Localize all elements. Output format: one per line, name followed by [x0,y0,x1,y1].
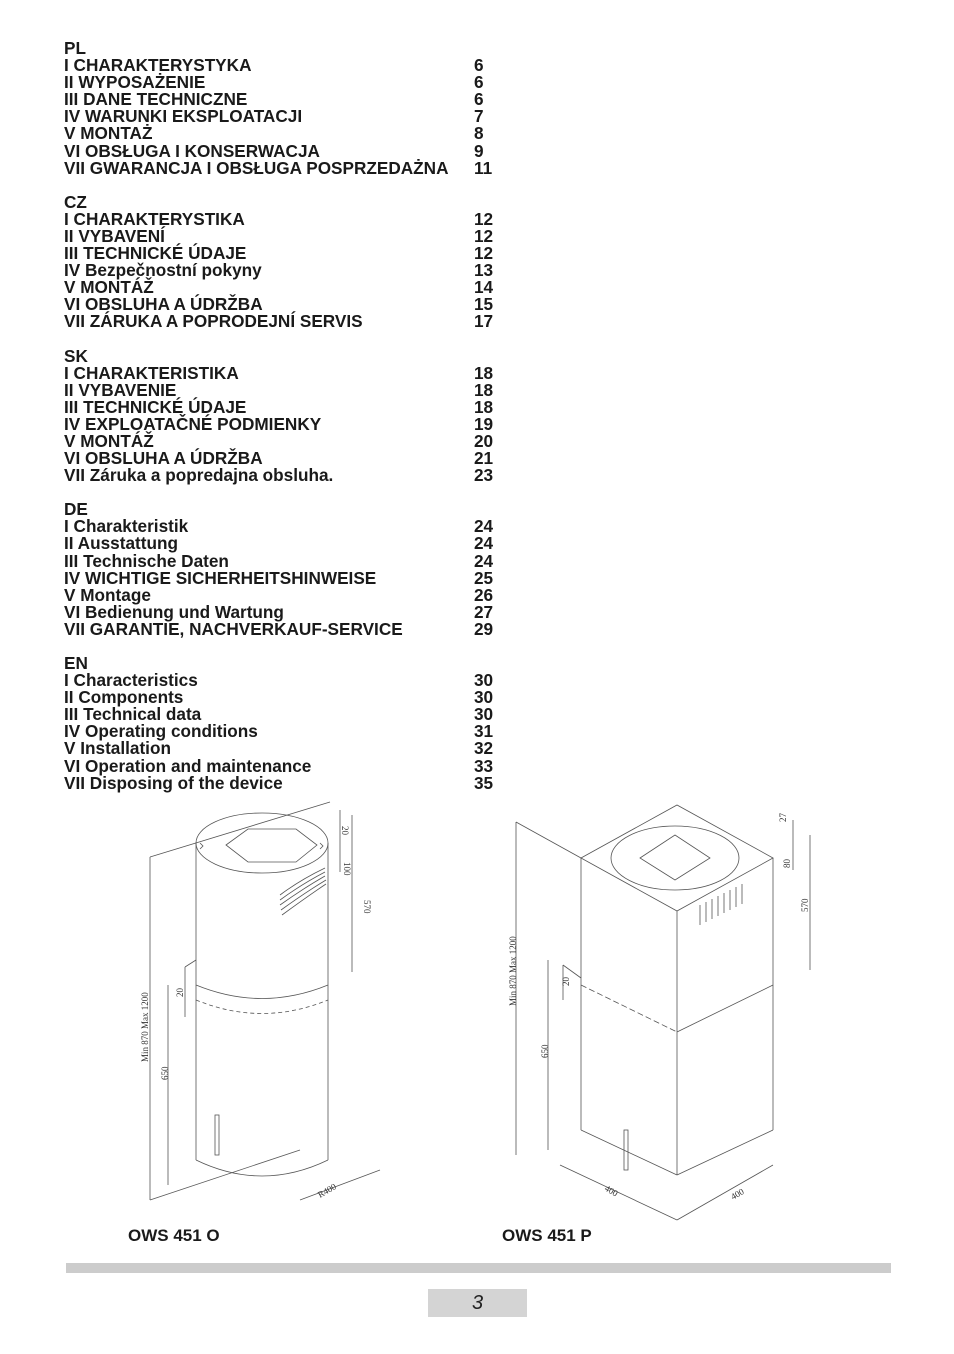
language-code: CZ [64,191,87,212]
toc-entry-title: I CHARAKTERYSTYKA [64,55,252,76]
toc-entry-title: III Technische Daten [64,550,229,571]
dim-570-right: 570 [800,898,810,912]
toc-entry-page: 30 [474,670,494,691]
toc-entry-title: VII ZÁRUKA A POPRODEJNÍ SERVIS [64,311,363,332]
dim-570-left: 570 [362,900,372,914]
toc-entry-title: II Components [64,687,184,708]
toc-entry-page: 12 [474,208,494,229]
dim-20-right: 20 [561,977,571,986]
toc-entry-title: IV Bezpečnostní pokyny [64,260,262,281]
toc-entry-page: 24 [474,550,494,571]
toc-entry-title: V MONTAŻ [64,123,153,144]
dim-r400: R400 [316,1181,338,1200]
toc-entry-title: V MONTÁŽ [64,277,154,298]
dim-100-left: 100 [342,862,352,876]
toc-entry-page: 6 [474,72,484,93]
toc-entry-page: 15 [474,294,494,315]
toc-entry-title: I CHARAKTERISTIKA [64,362,239,383]
language-code: EN [64,653,88,673]
toc-entry-page: 25 [474,567,494,588]
language-code: PL [64,38,86,58]
dim-27-right: 27 [778,813,788,822]
toc-entry-page: 20 [474,430,494,451]
toc-entry-title: VI Operation and maintenance [64,755,312,776]
toc-entry-page: 7 [474,106,484,127]
toc-entry-title: IV Operating conditions [64,721,258,742]
toc-entry-title: V Installation [64,738,171,759]
dim-400-left-side: 400 [603,1183,620,1199]
toc-entry-page: 12 [474,225,494,246]
toc-entry-page: 23 [474,465,494,486]
dim-80-right: 80 [782,859,792,868]
toc-entry-page: 12 [474,243,494,264]
toc-entry-title: II Ausstattung [64,533,178,554]
toc-entry-page: 33 [474,755,494,776]
toc-entry-page: 17 [474,311,494,332]
language-code: DE [64,499,88,520]
toc-entry-page: 11 [474,157,493,178]
model-label-ows-451-o: OWS 451 O [128,1226,220,1245]
language-code: SK [64,345,88,366]
toc-entry-page: 21 [474,448,494,469]
toc-entry-title: VII GWARANCJA I OBSŁUGA POSPRZEDAŻNA [64,157,449,178]
toc-entry-title: I Charakteristik [64,516,189,537]
toc-entry-title: I Characteristics [64,670,198,691]
dim-400-right-side: 400 [729,1186,746,1202]
toc-entry-page: 35 [474,772,494,793]
dim-height-right: Min 870 Max 1200 [508,936,518,1006]
toc-entry-title: II VYBAVENIE [64,379,177,400]
dim-650-right: 650 [540,1044,550,1058]
toc-entry-page: 18 [474,362,494,383]
toc-entry-title: III TECHNICKÉ ÚDAJE [64,396,247,417]
toc-entry-title: II VYBAVENÍ [64,225,165,246]
toc-entry-page: 32 [474,738,494,759]
toc-entry-page: 31 [474,721,494,742]
toc-entry-page: 18 [474,396,494,417]
toc-entry-page: 9 [474,140,484,161]
toc-entry-title: III Technical data [64,704,202,725]
toc-entry-page: 30 [474,687,494,708]
toc-entry-title: VI OBSŁUGA I KONSERWACJA [64,140,320,161]
toc-entry-title: II WYPOSAŻENIE [64,72,206,93]
dim-20-mid-left: 20 [175,988,185,997]
toc-entry-page: 18 [474,379,494,400]
footer-bar [66,1263,891,1273]
toc-entry-title: VII Záruka a popredajna obsluha. [64,465,334,486]
toc-entry-page: 26 [474,584,494,605]
toc-entry-page: 24 [474,516,494,537]
toc-entry-title: IV WICHTIGE SICHERHEITSHINWEISE [64,567,377,588]
toc-entry-title: VI OBSLUHA A ÚDRŽBA [64,294,263,315]
toc-entry-page: 29 [474,618,494,639]
square-hood-drawing [516,805,810,1220]
toc-entry-page: 6 [474,55,484,76]
dim-height-left: Min 870 Max 1200 [140,992,150,1062]
toc-entry-title: V MONTÁŽ [64,430,154,451]
toc-entry-title: IV EXPLOATAČNÉ PODMIENKY [64,413,322,434]
toc-entry-page: 30 [474,704,494,725]
toc-entry-page: 6 [474,89,484,110]
toc-entry-page: 14 [474,277,494,298]
toc-entry-title: V Montage [64,584,151,605]
toc-entry-page: 24 [474,533,494,554]
toc-entry-title: I CHARAKTERYSTIKA [64,208,245,229]
toc-entry-title: VI OBSLUHA A ÚDRŽBA [64,448,263,469]
dim-20-top-left: 20 [340,826,350,835]
page-number: 3 [428,1289,527,1317]
toc-entry-page: 27 [474,601,494,622]
toc-entry-title: III TECHNICKÉ ÚDAJE [64,243,247,264]
toc-entry-title: VI Bedienung und Wartung [64,601,284,622]
toc-entry-title: III DANE TECHNICZNE [64,89,248,110]
toc-entry-title: IV WARUNKI EKSPLOATACJI [64,106,303,127]
toc-entry-title: VII Disposing of the device [64,772,283,793]
toc-entry-page: 19 [474,413,494,434]
model-label-ows-451-p: OWS 451 P [502,1226,592,1245]
toc-entry-page: 13 [474,260,494,281]
toc-entry-page: 8 [474,123,484,144]
dim-650-left: 650 [160,1066,170,1080]
toc-entry-title: VII GARANTIE, NACHVERKAUF-SERVICE [64,618,403,639]
